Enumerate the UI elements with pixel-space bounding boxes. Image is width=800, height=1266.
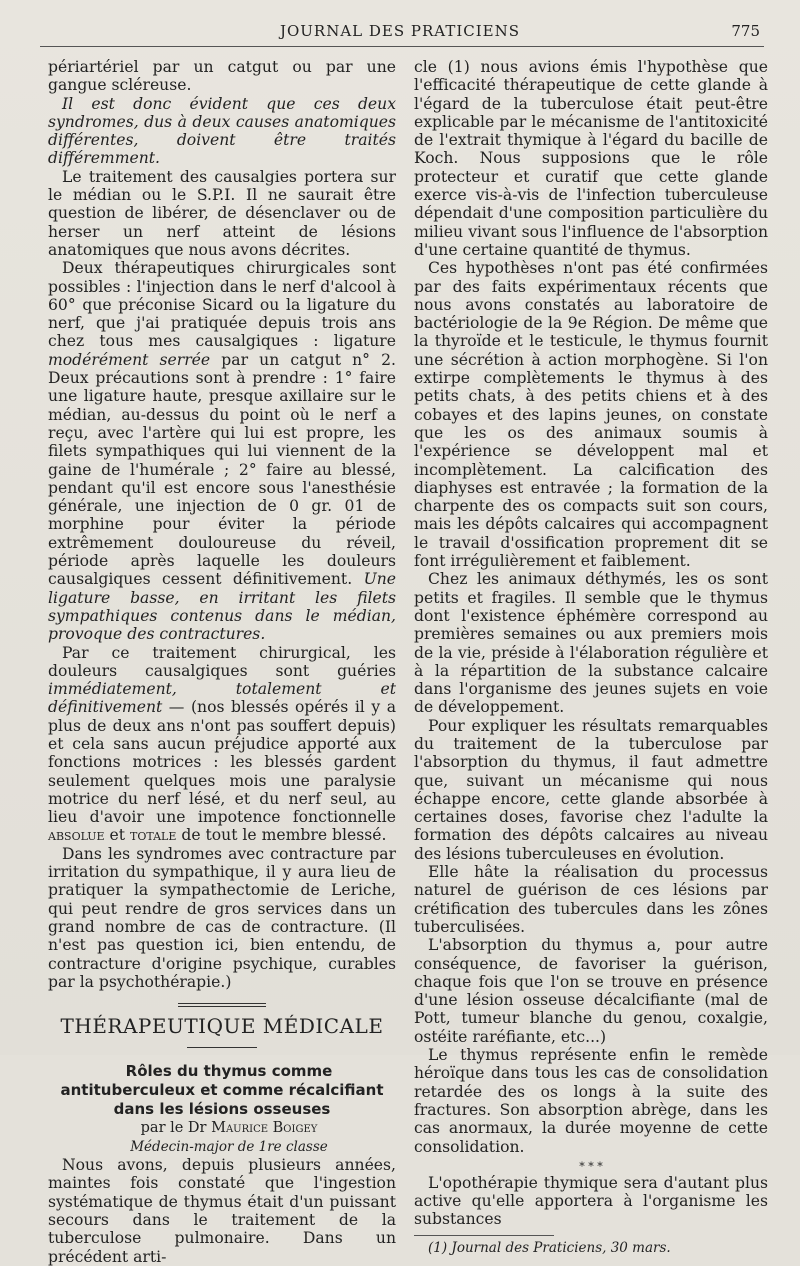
paragraph: périartériel par un catgut ou par une gangue scléreuse. bbox=[48, 58, 396, 95]
left-column bbox=[48, 58, 396, 1266]
section-divider bbox=[178, 1003, 266, 1007]
section-title: THÉRAPEUTIQUE MÉDICALE bbox=[60, 1014, 384, 1039]
paragraph: Dans les syndromes avec contracture par irritation du sympathique, il y aura lieu de pratiquer la sympathectomie de Leriche, qui peut rendre de gros services dans un grand nombre de cas de contracture. (Il n'est pas question ici, bien entendu, de contracture d'origine psychique, curables par la psychothérapie.) bbox=[48, 844, 396, 991]
byline: par le Dr Maurice Boigey bbox=[140, 1120, 318, 1137]
paragraph: Ces hypothèses n'ont pas été confirmées par des faits expérimentaux récents que nous avons constatés au laboratoire de bactériologie de la 9e Région. De même que la thyroïde et le testicule, le thymus fournit une sécrétion à action morphogène. Si l'on extirpe complètements le thymus à des petits chats, à des petits chiens et à des cobayes et des lapins jeunes, on constate que les os des animaux soumis à l'expérience se développent mal et incomplètement. La calcification des diaphyses est entravée ; la formation de la charpente des os compacts suit son cours, mais les dépôts calcaires qui accompagnent le travail d'ossification proprement dit se font irrégulièrement et faiblement. bbox=[414, 259, 768, 571]
paragraph: L'absorption du thymus a, pour autre conséquence, de favoriser la guérison, chaque fois que l'on se trouve en présence d'une lésion osseuse décalcifiante (mal de Pott, tumeur blanche du genou, coxalgie, ostéite raréfiante, etc...) bbox=[414, 936, 768, 1046]
paragraph: Nous avons, depuis plusieurs années, maintes fois constaté que l'ingestion systématique de thymus était d'un puissant secours dans le traitement de la tuberculose pulmonaire. Dans un précédent arti- bbox=[48, 1156, 396, 1266]
paragraph: Le traitement des causalgies portera sur le médian ou le S.P.I. Il ne saurait être question de libérer, de désenclaver ou de herser un nerf atteint de lésions anatomiques que nous avons décrites. bbox=[48, 167, 396, 259]
header-rule bbox=[40, 46, 764, 47]
page-number: 775 bbox=[731, 22, 760, 40]
paragraph: Chez les animaux déthymés, les os sont petits et fragiles. Il semble que le thymus dont l'existence éphémère correspond au premières semaines ou aux premiers mois de la vie, préside à l'élaboration régulière et à la répartition de la substance calcaire dans l'organisme des jeunes sujets en voie de développement. bbox=[414, 570, 768, 717]
paragraph: Deux thérapeutiques chirurgicales sont possibles : l'injection dans le nerf d'alcool à 60° que préconise Sicard ou la ligature du nerf, que j'ai pratiquée depuis trois ans chez tous mes causalgiques : ligature modérément serrée par un catgut n° 2. Deux précautions sont à prendre : 1° faire une ligature haute, presque axillaire sur le médian, au-dessus du point où le nerf a reçu, avec l'artère qui lui est propre, les filets sympathiques qui lui viennent de la gaine de l'humérale ; 2° faire au blessé, pendant qu'il est encore sous l'anesthésie générale, une injection de 0 gr. 01 de morphine pour éviter la période extrêmement douloureuse du réveil, période après laquelle les douleurs causalgiques cessent définitivement. Une ligature basse, en irritant les filets sympathiques contenus dans le médian, provoque des contractures. bbox=[48, 259, 396, 644]
asterism: * * * bbox=[579, 1159, 603, 1173]
running-header bbox=[40, 22, 760, 44]
title-divider bbox=[187, 1047, 257, 1048]
footnote-rule bbox=[414, 1235, 554, 1236]
footnote: (1) Journal des Praticiens, 30 mars. bbox=[428, 1239, 671, 1256]
paragraph: Elle hâte la réalisation du processus naturel de guérison de ces lésions par crétification des tubercules dans les zônes tuberculisées. bbox=[414, 863, 768, 936]
author-role: Médecin-major de 1re classe bbox=[130, 1138, 328, 1155]
article-title: Rôles du thymus comme antituberculeux et comme récalcifiant dans les lésions osseuses bbox=[60, 1062, 384, 1119]
paragraph: Le thymus représente enfin le remède héroïque dans tous les cas de consolidation retardée des os longs à la suite des fractures. Son absorption abrège, dans les cas anormaux, la durée moyenne de cette consolidation. bbox=[414, 1046, 768, 1156]
paragraph: Il est donc évident que ces deux syndromes, dus à deux causes anatomiques différentes, doivent être traités différemment. bbox=[48, 94, 396, 168]
paragraph: Par ce traitement chirurgical, les douleurs causalgiques sont guéries immédiatement, totalement et définitivement — (nos blessés opérés il y a plus de deux ans n'ont pas souffert depuis) et cela sans aucun préjudice apporté aux fonctions motrices : les blessés gardent seulement quelques mois une paralysie motrice du nerf lésé, et du nerf seul, au lieu d'avoir une impotence fonctionnelle absolue et totale de tout le membre blessé. bbox=[48, 643, 396, 845]
paragraph: cle (1) nous avions émis l'hypothèse que l'efficacité thérapeutique de cette glande à l'égard de la tuberculose était peut-être explicable par le mécanisme de l'antitoxicité de l'extrait thymique à l'égard du bacille de Koch. Nous supposions que le rôle protecteur et curatif que cette glande exerce vis-à-vis de l'infection tuberculeuse dépendait d'une composition particulière du milieu vivant sous l'influence de l'absorption d'une certaine quantité de thymus. bbox=[414, 58, 768, 259]
journal-title: JOURNAL DES PRATICIENS bbox=[279, 22, 521, 40]
paragraph: Pour expliquer les résultats remarquables du traitement de la tuberculose par l'absorption du thymus, il faut admettre que, suivant un mécanisme qui nous échappe encore, cette glande absorbée à certaines doses, favorise chez l'adulte la formation des dépôts calcaires au niveau des lésions tuberculeuses en évolution. bbox=[414, 716, 768, 863]
right-column bbox=[414, 58, 768, 1256]
paragraph: L'opothérapie thymique sera d'autant plus active qu'elle apportera à l'organisme les substances bbox=[414, 1173, 768, 1229]
